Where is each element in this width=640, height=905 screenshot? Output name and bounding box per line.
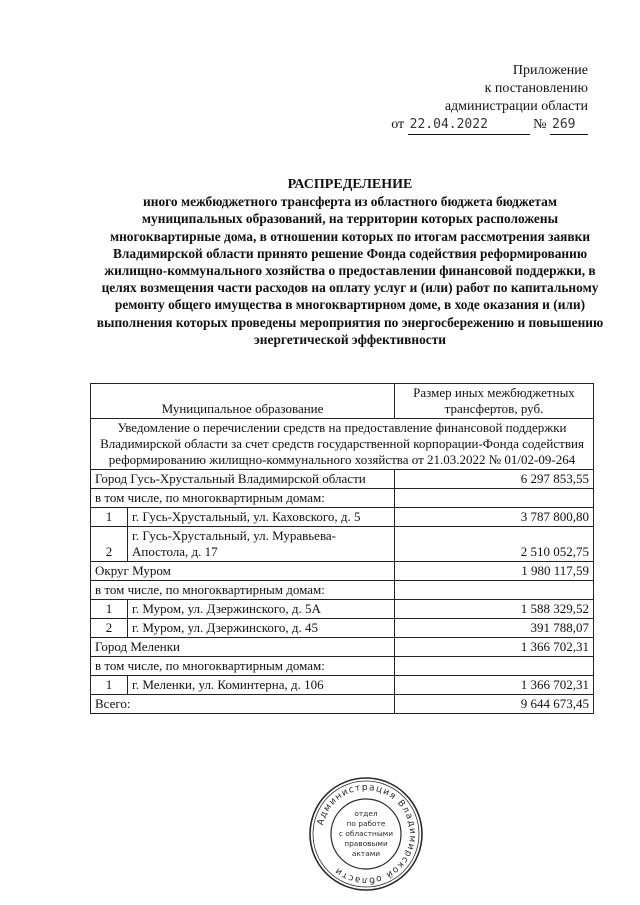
document-title (96, 176, 604, 348)
appendix-date-line (391, 116, 588, 135)
municipality-amount: 6 297 853,55 (395, 470, 594, 489)
stamp-center-line-3: с областными (338, 829, 394, 838)
municipality-amount: 1 980 117,59 (395, 562, 594, 581)
house-row (91, 600, 594, 619)
house-address: г. Гусь-Хрустальный, ул. Каховского, д. 5 (128, 508, 395, 527)
municipality-row (91, 562, 594, 581)
house-amount: 2 510 052,75 (395, 527, 594, 562)
date-prefix: от (391, 117, 405, 132)
house-index: 1 (91, 508, 128, 527)
including-empty-amount (395, 489, 594, 508)
house-row (91, 619, 594, 638)
house-address: г. Муром, ул. Дзержинского, д. 45 (128, 619, 395, 638)
including-row (91, 657, 594, 676)
house-index: 1 (91, 676, 128, 695)
notice-row (91, 419, 594, 470)
title-heading: РАСПРЕДЕЛЕНИЕ (287, 177, 413, 192)
total-amount: 9 644 673,45 (395, 695, 594, 714)
house-amount: 1 588 329,52 (395, 600, 594, 619)
stamp-ring-text: Администрация Владимирской области (315, 782, 418, 886)
distribution-table (90, 383, 594, 714)
total-label: Всего: (91, 695, 395, 714)
municipality-row (91, 470, 594, 489)
house-row (91, 676, 594, 695)
including-row (91, 581, 594, 600)
including-row (91, 489, 594, 508)
municipality-name: Город Меленки (91, 638, 395, 657)
official-stamp (308, 776, 424, 892)
resolution-date: 22.04.2022 (408, 116, 530, 135)
appendix-line-1: Приложение (512, 63, 588, 78)
stamp-center-line-2: по работе (346, 819, 386, 828)
including-label: в том числе, по многоквартирным домам: (91, 489, 395, 508)
municipality-amount: 1 366 702,31 (395, 638, 594, 657)
house-address: г. Муром, ул. Дзержинского, д. 5А (128, 600, 395, 619)
notice-text: Уведомление о перечислении средств на предоставление финансовой поддержки Владимирской области за счет средств государственной корпорации-Фонда содействия реформированию жилищно-коммунального хозяйства от 21.03.2022 № 01/02-09-264 (91, 419, 594, 470)
resolution-number: 269 (550, 116, 588, 135)
house-row (91, 527, 594, 562)
house-address: г. Меленки, ул. Коминтерна, д. 106 (128, 676, 395, 695)
house-amount: 1 366 702,31 (395, 676, 594, 695)
total-row (91, 695, 594, 714)
house-address: г. Гусь-Хрустальный, ул. Муравьева-Апостола, д. 17 (128, 527, 395, 562)
municipality-row (91, 638, 594, 657)
header-amount: Размер иных межбюджетных трансфертов, руб. (395, 384, 594, 419)
stamp-center-line-5: актами (351, 849, 381, 858)
number-prefix: № (533, 117, 547, 132)
stamp-center-line-4: правовыми (344, 839, 388, 848)
header-municipality: Муниципальное образование (91, 384, 395, 419)
including-label: в том числе, по многоквартирным домам: (91, 581, 395, 600)
including-empty-amount (395, 657, 594, 676)
municipality-name: Округ Муром (91, 562, 395, 581)
including-label: в том числе, по многоквартирным домам: (91, 657, 395, 676)
appendix-block (391, 62, 588, 135)
house-row (91, 508, 594, 527)
including-empty-amount (395, 581, 594, 600)
appendix-line-2: к постановлению (484, 81, 588, 96)
house-amount: 391 788,07 (395, 619, 594, 638)
stamp-center-line-1: отдел (354, 809, 378, 818)
house-index: 1 (91, 600, 128, 619)
appendix-line-3: администрации области (444, 99, 588, 114)
house-index: 2 (91, 527, 128, 562)
house-amount: 3 787 800,80 (395, 508, 594, 527)
title-text: иного межбюджетного трансферта из областного бюджета бюджетам муниципальных образований, на территории которых расположены многоквартирные дома, в отношении которых по итогам рассмотрения заявки Владимирской области принято решение Фонда содействия реформированию жилищно-коммунального хозяйства о предоставлении финансовой поддержки, в целях возмещения части расходов на оплату услуг и (или) работ по капитальному ремонту общего имущества в многоквартирном доме, в ходе оказания и (или) выполнения которых проведены мероприятия по энергосбережению и повышению энергетической эффективности (96, 194, 604, 347)
table-header-row (91, 384, 594, 419)
municipality-name: Город Гусь-Хрустальный Владимирской области (91, 470, 395, 489)
house-index: 2 (91, 619, 128, 638)
